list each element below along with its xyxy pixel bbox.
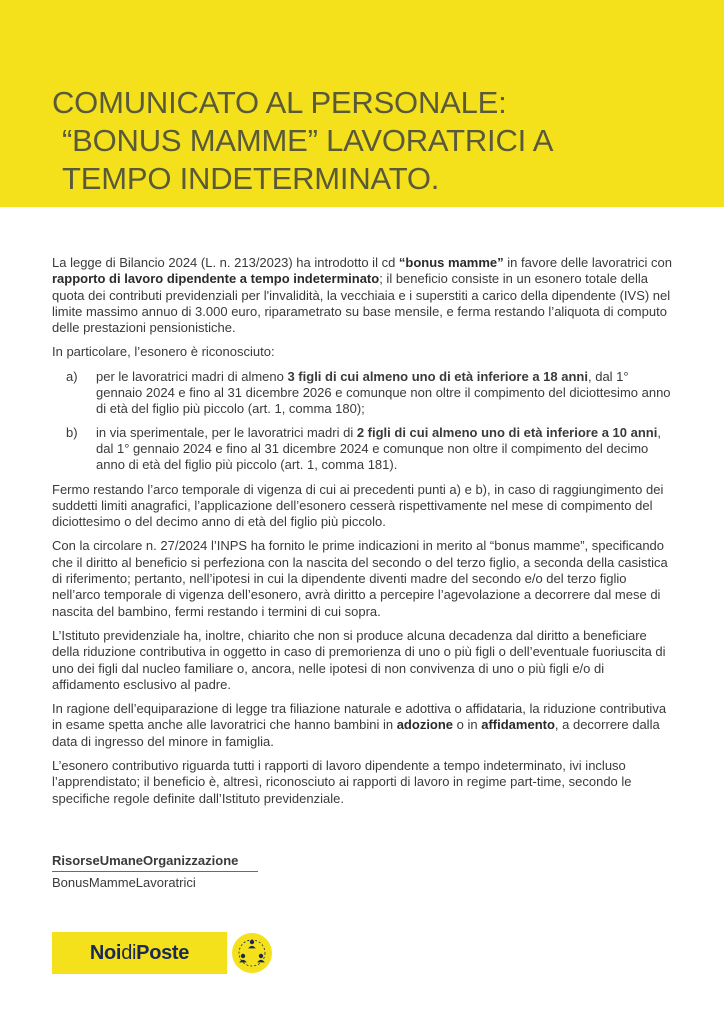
text: , a decorrere dalla data di ingresso del minore in famiglia.: [52, 717, 660, 749]
title-line-2: “BONUS MAMME” LAVORATRICI A: [62, 123, 554, 158]
text: in favore delle lavoratrici con: [503, 255, 673, 270]
signature-tag: BonusMammeLavoratrici: [52, 875, 196, 890]
people-network-icon: [231, 932, 273, 974]
list-marker: b): [66, 424, 78, 440]
paragraph-intro: [52, 255, 672, 336]
bold-text: 3 figli di cui almeno uno di età inferiore a 18 anni: [287, 368, 588, 384]
paragraph-circolare: Con la circolare n. 27/2024 l’INPS ha fornito le prime indicazioni in merito al “bonus mamme”, specificando che il diritto al beneficio si perfeziona con la nascita del secondo o del terzo figlio, a seconda della casistica di riferimento; pertanto, nell’ipotesi in cui la dipendente diventi madre del secondo e/o del terzo figlio nell’arco temporale di vigenza dell’esonero, avrà diritto a percepire l’agevolazione a decorrere dal mese di nascita del bambino, fermi restando i termini di cui sopra.: [52, 538, 668, 619]
logo-part: Poste: [136, 941, 190, 964]
text: In ragione dell’equiparazione di legge tra filiazione naturale e adottiva o affidataria, la riduzione contributiva in esame spetta anche alle lavoratrici che hanno bambini in: [52, 701, 667, 733]
bold-text: rapporto di lavoro dipendente a tempo indeterminato: [52, 271, 380, 287]
paragraph-fermo-restando: Fermo restando l’arco temporale di vigenza di cui ai precedenti punti a) e b), in caso di raggiungimento dei suddetti limiti anagrafici, l’applicazione dell’esonero cesserà rispettivamente nel mese di compimento del diciottesimo o del decimo anno di età del figlio più piccolo.: [52, 481, 664, 530]
page-title: [52, 84, 553, 198]
list-marker: a): [66, 368, 78, 384]
title-line-1: COMUNICATO AL PERSONALE:: [52, 85, 507, 120]
bold-text: 2 figli di cui almeno uno di età inferiore a 10 anni: [356, 424, 658, 440]
signature-block: [52, 853, 258, 891]
text: o in: [453, 717, 482, 733]
paragraph-esonero: L’esonero contributivo riguarda tutti i rapporti di lavoro dipendente a tempo indeterminato, ivi incluso l’apprendistato; il beneficio è, altresì, riconosciuto ai rapporti di lavoro in regime part-time, secondo le specifiche regole definite dall’Istituto previdenziale.: [52, 758, 632, 806]
bold-text: “bonus mamme”: [398, 255, 504, 270]
bold-text: adozione: [396, 717, 454, 733]
text: , dal 1° gennaio 2024 e fino al 31 dicembre 2024 e comunque non oltre il compimento del decimo anno di età del figlio più piccolo (art. 1, comma 181).: [96, 424, 661, 473]
paragraph-istituto: L’Istituto previdenziale ha, inoltre, chiarito che non si produce alcuna decadenza dal diritto a beneficiare della riduzione contributiva in oggetto in caso di premorienza di uno o più figli o dell’eventuale fuoriuscita di uno dei figli dal nucleo familiare o, ancora, nelle ipotesi di non convivenza di uno o più figli e/o di affidamento esclusivo al padre.: [52, 627, 666, 692]
text: ; il beneficio consiste in un esonero totale della quota dei contributi previdenziali per l'invalidità, la vecchiaia e i superstiti a carico della dipendente (IVS) nel limite massimo annuo di 3.000 euro, riparametrato su base mensile, e ferma restando l’aliquota di computo delle prestazioni pensionistiche.: [52, 271, 671, 336]
list-item-b: [66, 425, 672, 474]
logo-part: di: [121, 941, 137, 964]
signature-org: RisorseUmaneOrganizzazione: [52, 853, 258, 872]
logo-text: [90, 942, 189, 965]
document-body: [52, 255, 672, 815]
logo-part: Noi: [89, 941, 122, 964]
bold-text: affidamento: [481, 717, 555, 733]
text: La legge di Bilancio 2024 (L. n. 213/2023) ha introdotto il cd: [52, 255, 399, 270]
text: in via sperimentale, per le lavoratrici madri di: [96, 424, 357, 440]
list-item-a: [66, 369, 672, 418]
paragraph-equiparazione: [52, 701, 672, 750]
noidiposte-logo: [52, 932, 227, 974]
title-line-3: TEMPO INDETERMINATO.: [62, 161, 440, 196]
text: , dal 1° gennaio 2024 e fino al 31 dicembre 2026 e comunque non oltre il compimento del diciottesimo anno di età del figlio più piccolo (art. 1, comma 180);: [96, 368, 671, 417]
conditions-list: [52, 369, 672, 474]
paragraph-in-particolare: In particolare, l’esonero è riconosciuto:: [52, 344, 275, 360]
text: per le lavoratrici madri di almeno: [96, 368, 288, 384]
